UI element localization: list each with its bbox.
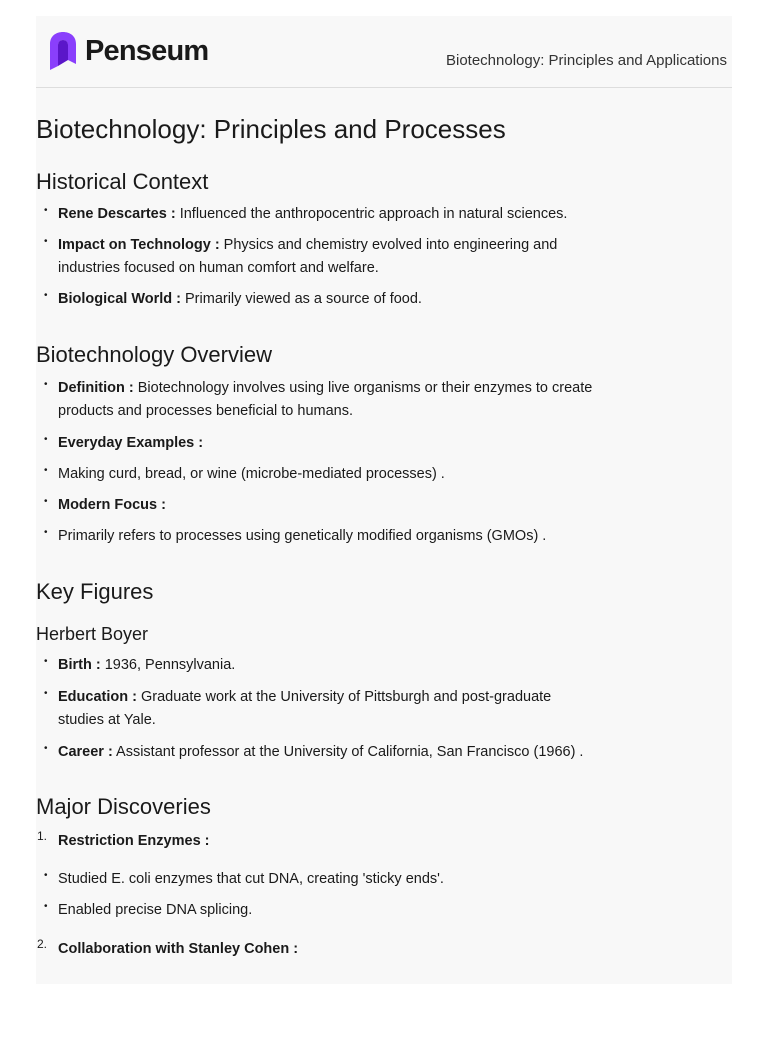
item-label: Modern Focus : xyxy=(58,497,166,513)
item-text: Physics and chemistry evolved into engineering and xyxy=(219,237,558,253)
item-text: Primarily viewed as a source of food. xyxy=(180,291,422,307)
list-item xyxy=(44,463,710,486)
list-item xyxy=(44,741,710,764)
list-item xyxy=(44,494,710,517)
bullet-mark: • xyxy=(44,901,48,912)
bullet-mark: • xyxy=(44,870,48,881)
item-text-continued: industries focused on human comfort and welfare. xyxy=(58,260,379,276)
document-page xyxy=(36,16,732,984)
item-text: Enabled precise DNA splicing. xyxy=(58,902,253,918)
item-label: Biological World : xyxy=(58,291,181,307)
item-label: Career : xyxy=(58,744,113,760)
subheading-herbert-boyer: Herbert Boyer xyxy=(36,624,149,644)
numbered-item xyxy=(37,937,710,961)
item-text: 1936, Pennsylvania. xyxy=(100,657,236,673)
bullet-mark: • xyxy=(44,434,48,445)
item-text: Assistant professor at the University of California, San Francisco (1966) . xyxy=(112,744,584,760)
section-heading-historical: Historical Context xyxy=(36,169,209,194)
list-item xyxy=(44,432,710,455)
list-item xyxy=(44,288,710,311)
list-item xyxy=(44,525,710,548)
item-label: Impact on Technology : xyxy=(58,237,220,253)
item-label: Everyday Examples : xyxy=(58,435,204,451)
penseum-logo[interactable] xyxy=(48,30,208,72)
section-heading-figures: Key Figures xyxy=(36,579,154,604)
bullet-mark: • xyxy=(44,465,48,476)
item-text: Graduate work at the University of Pittsburgh and post-graduate xyxy=(136,689,552,705)
bullet-mark: • xyxy=(44,205,48,216)
bullet-mark: • xyxy=(44,236,48,247)
section-heading-overview: Biotechnology Overview xyxy=(36,342,273,367)
item-label: Definition : xyxy=(58,380,134,396)
item-label: Rene Descartes : xyxy=(58,206,176,222)
list-item xyxy=(44,686,710,732)
item-text: Biotechnology involves using live organisms or their enzymes to create xyxy=(133,380,593,396)
bullet-mark: • xyxy=(44,688,48,699)
list-item xyxy=(44,868,710,891)
item-label: Restriction Enzymes : xyxy=(58,833,210,849)
item-label: Collaboration with Stanley Cohen : xyxy=(58,941,299,957)
item-text-continued: studies at Yale. xyxy=(58,712,156,728)
brand-name: Penseum xyxy=(85,34,209,67)
bullet-mark: • xyxy=(44,290,48,301)
bullet-mark: • xyxy=(44,527,48,538)
numbered-item xyxy=(37,829,710,853)
bullet-mark: • xyxy=(44,496,48,507)
bullet-mark: • xyxy=(44,379,48,390)
list-item xyxy=(44,654,710,677)
bullet-mark: • xyxy=(44,656,48,667)
penseum-logo-icon xyxy=(48,30,78,72)
item-number: 2. xyxy=(37,937,48,951)
item-text-continued: products and processes beneficial to humans. xyxy=(58,403,354,419)
list-item xyxy=(44,203,710,226)
page-header xyxy=(36,16,732,88)
section-heading-discoveries: Major Discoveries xyxy=(36,794,211,819)
item-label: Education : xyxy=(58,689,137,705)
page-title: Biotechnology: Principles and Processes xyxy=(36,114,506,144)
item-label: Birth : xyxy=(58,657,101,673)
list-item xyxy=(44,234,710,280)
item-text: Primarily refers to processes using genetically modified organisms (GMOs) . xyxy=(58,528,547,544)
bullet-mark: • xyxy=(44,743,48,754)
list-item xyxy=(44,377,710,423)
item-text: Influenced the anthropocentric approach in natural sciences. xyxy=(175,206,568,222)
item-text: Making curd, bread, or wine (microbe-mediated processes) . xyxy=(58,466,445,482)
item-text: Studied E. coli enzymes that cut DNA, creating 'sticky ends'. xyxy=(58,871,444,887)
item-number: 1. xyxy=(37,829,48,843)
list-item xyxy=(44,899,710,922)
header-title: Biotechnology: Principles and Applications xyxy=(445,52,727,69)
